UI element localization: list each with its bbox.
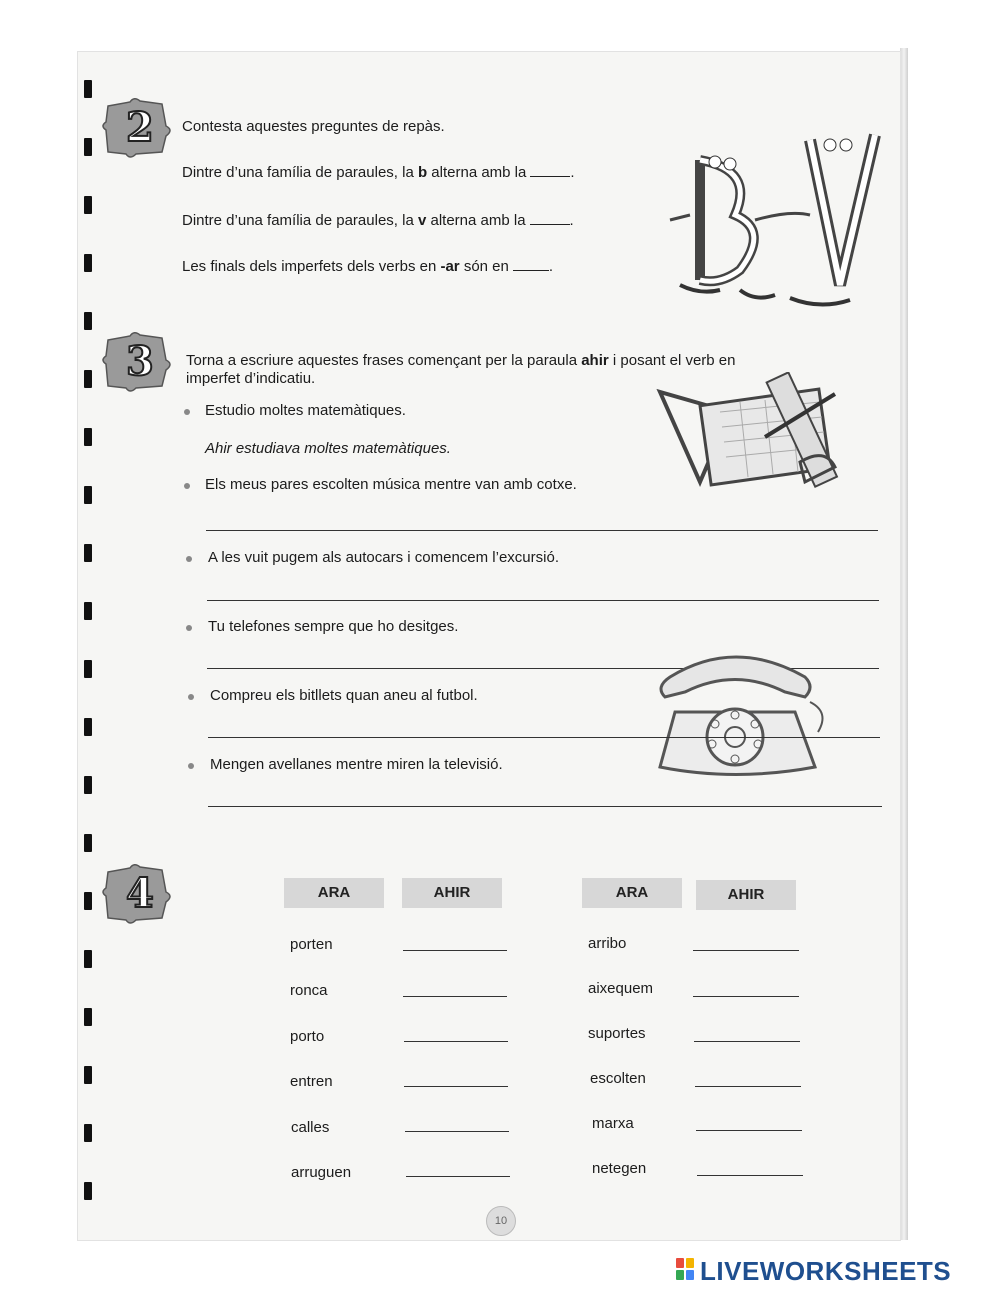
word-left: porten [290, 936, 333, 953]
bullet [188, 694, 194, 700]
bullet [184, 483, 190, 489]
exercise-2-badge [100, 96, 174, 158]
answer-line[interactable] [696, 1130, 802, 1131]
answer-line[interactable] [693, 996, 799, 997]
word-right: netegen [592, 1160, 647, 1177]
exercise-4-badge [100, 862, 174, 924]
sentence-3: Tu telefones sempre que ho desitges. [208, 618, 459, 635]
answer-line[interactable] [403, 996, 507, 997]
answer-line[interactable] [693, 950, 799, 951]
word-right: arribo [588, 935, 627, 952]
answer-line[interactable] [404, 1086, 508, 1087]
sentence-5: Mengen avellanes mentre miren la televisió. [210, 756, 503, 773]
answer-line[interactable] [403, 950, 507, 951]
answer-line-2[interactable] [207, 600, 879, 601]
answer-line-5[interactable] [208, 806, 882, 807]
bullet [184, 409, 190, 415]
question-1: Dintre d’una família de paraules, la b alterna amb la . [182, 164, 575, 181]
exercise-3-badge [100, 330, 174, 392]
notebook-ruler-illustration [650, 372, 880, 497]
word-left: calles [291, 1119, 330, 1136]
b-v-characters-illustration [660, 120, 890, 315]
answer-line[interactable] [695, 1086, 801, 1087]
answer-line[interactable] [405, 1131, 509, 1132]
word-left: porto [290, 1028, 325, 1045]
sentence-1: Els meus pares escolten música mentre van amb cotxe. [205, 476, 577, 493]
question-3: Les finals dels imperfets dels verbs en -ar són en . [182, 258, 554, 275]
word-left: arruguen [291, 1164, 352, 1181]
word-right: marxa [592, 1115, 634, 1132]
example-sentence: Estudio moltes matemàtiques. [205, 402, 406, 419]
binding-spine [84, 80, 94, 1230]
liveworksheets-brand[interactable]: LIVEWORKSHEETS [700, 1256, 952, 1286]
paper-edge [900, 48, 908, 1240]
liveworksheets-logo-icon [676, 1258, 696, 1282]
bullet [186, 556, 192, 562]
answer-line[interactable] [694, 1041, 800, 1042]
answer-blank[interactable] [513, 270, 549, 271]
word-left: entren [290, 1073, 333, 1090]
column-header-ahir: AHIR [402, 878, 502, 908]
page-number: 10 [486, 1206, 516, 1236]
word-right: suportes [588, 1025, 646, 1042]
bullet [186, 625, 192, 631]
exercise-3-intro-line2: imperfet d’indicatiu. [186, 370, 316, 387]
exercise-number: 4 [126, 870, 154, 917]
question-2: Dintre d’una família de paraules, la v alterna amb la . [182, 212, 574, 229]
answer-blank[interactable] [530, 176, 570, 177]
exercise-2-intro: Contesta aquestes preguntes de repàs. [182, 118, 445, 135]
column-header-ahir: AHIR [696, 880, 796, 910]
sentence-4: Compreu els bitllets quan aneu al futbol. [210, 687, 478, 704]
exercise-3-intro: Torna a escriure aquestes frases començant per la paraula ahir i posant el verb en [186, 352, 736, 369]
column-header-ara: ARA [284, 878, 384, 908]
answer-line[interactable] [697, 1175, 803, 1176]
answer-blank[interactable] [530, 224, 570, 225]
answer-line-1[interactable] [206, 530, 878, 531]
word-left: ronca [290, 982, 328, 999]
exercise-number: 2 [126, 104, 154, 151]
exercise-number: 3 [126, 338, 154, 385]
example-answer: Ahir estudiava moltes matemàtiques. [205, 440, 451, 457]
word-right: escolten [590, 1070, 646, 1087]
answer-line-4[interactable] [208, 737, 880, 738]
bullet [188, 763, 194, 769]
column-header-ara: ARA [582, 878, 682, 908]
answer-line[interactable] [404, 1041, 508, 1042]
sentence-2: A les vuit pugem als autocars i comencem l’excursió. [208, 549, 559, 566]
answer-line[interactable] [406, 1176, 510, 1177]
telephone-illustration [640, 642, 830, 782]
word-right: aixequem [588, 980, 654, 997]
